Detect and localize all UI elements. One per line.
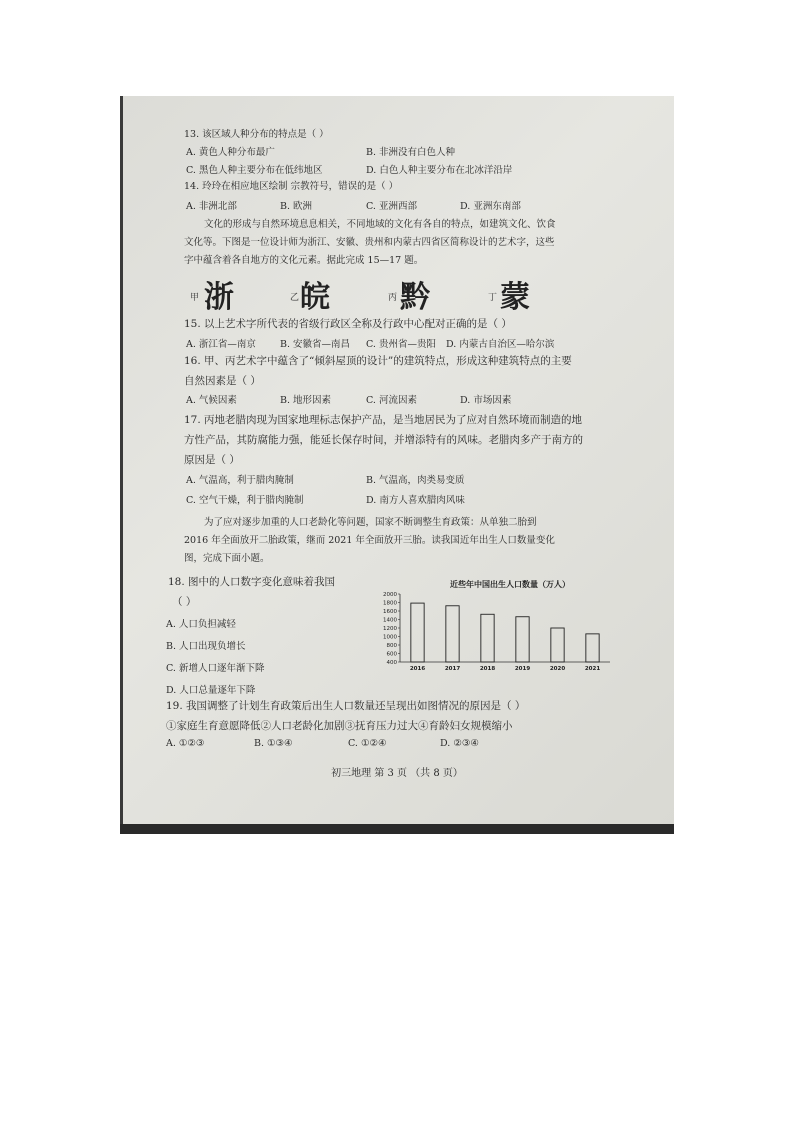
q17-stem-cont2: 原因是（ ） — [184, 454, 240, 466]
q16-option-a: A. 气候因素 — [186, 395, 237, 406]
q14-option-c: C. 亚洲西部 — [366, 201, 417, 212]
art-label-jia: 甲 — [190, 293, 200, 303]
q18-option-a: A. 人口负担减轻 — [166, 619, 236, 630]
chart-y-tick-label: 600 — [386, 651, 397, 658]
q16-stem: 16. 甲、丙艺术字中蕴含了“倾斜屋顶的设计”的建筑特点，形成这种建筑特点的主要 — [184, 355, 572, 367]
photo-edge — [120, 96, 123, 834]
passage1-line2: 文化等。下图是一位设计师为浙江、安徽、贵州和内蒙古四省区简称设计的艺术字，这些 — [184, 237, 555, 248]
q18-option-b: B. 人口出现负增长 — [166, 641, 246, 652]
q15-option-b: B. 安徽省—南昌 — [280, 339, 351, 350]
q18-option-d: D. 人口总量逐年下降 — [166, 685, 256, 696]
q19-stem-cont: ①家庭生育意愿降低②人口老龄化加剧③抚育压力过大④育龄妇女规模缩小 — [166, 720, 513, 732]
q14-option-d: D. 亚洲东南部 — [460, 201, 521, 212]
q17-stem: 17. 丙地老腊肉现为国家地理标志保护产品，是当地居民为了应对自然环境而制造的地 — [184, 414, 583, 426]
q19-option-a: A. ①②③ — [166, 738, 205, 749]
chart-x-tick-label: 2020 — [549, 666, 566, 672]
art-glyph-qian: 黔 — [400, 280, 428, 315]
q17-option-a: A. 气温高，利于腊肉腌制 — [186, 475, 294, 486]
chart-x-tick-label: 2021 — [584, 666, 601, 672]
chart-bar — [411, 603, 424, 662]
art-glyph-wan: 皖 — [300, 280, 328, 315]
q19-option-b: B. ①③④ — [254, 738, 293, 749]
chart-y-tick-label: 1600 — [383, 609, 397, 615]
q18-option-c: C. 新增人口逐年渐下降 — [166, 663, 265, 674]
q17-option-c: C. 空气干燥，利于腊肉腌制 — [186, 495, 304, 506]
passage1-line1: 文化的形成与自然环境息息相关，不同地域的文化有各自的特点，如建筑文化、饮食 — [204, 219, 556, 230]
q13-option-a: A. 黄色人种分布最广 — [186, 147, 275, 158]
chart-y-tick-label: 400 — [386, 660, 397, 666]
q15-option-a: A. 浙江省—南京 — [186, 339, 256, 350]
chart-x-tick-label: 2019 — [514, 666, 531, 672]
q16-option-c: C. 河流因素 — [366, 395, 417, 406]
passage2-line3: 图，完成下面小题。 — [184, 553, 270, 564]
chart-x-tick-label: 2018 — [479, 666, 496, 672]
q19-stem: 19. 我国调整了计划生育政策后出生人口数量还呈现出如图情况的原因是（ ） — [166, 700, 526, 712]
q13-option-d: D. 白色人种主要分布在北冰洋沿岸 — [366, 165, 513, 176]
chart-bar — [481, 614, 494, 662]
q15-option-d: D. 内蒙古自治区—哈尔滨 — [446, 339, 555, 350]
art-glyph-meng: 蒙 — [500, 280, 528, 315]
scanned-page-photo — [120, 96, 674, 834]
q14-option-a: A. 非洲北部 — [186, 201, 237, 212]
passage2-line2: 2016 年全面放开二胎政策，继而 2021 年全面放开三胎。读我国近年出生人口数量变化 — [184, 535, 555, 546]
q16-option-b: B. 地形因素 — [280, 395, 332, 406]
passage2-line1: 为了应对逐步加重的人口老龄化等问题，国家不断调整生育政策：从单独二胎到 — [204, 517, 537, 528]
chart-y-tick-label: 1000 — [383, 634, 397, 641]
q13-stem: 13. 该区域人种分布的特点是（ ） — [184, 129, 329, 140]
chart-y-tick-label: 2000 — [383, 592, 397, 598]
q14-option-b: B. 欧洲 — [280, 201, 313, 212]
q14-stem: 14. 玲玲在相应地区绘制 宗教符号，错误的是（ ） — [184, 181, 399, 192]
birth-population-bar-chart — [370, 576, 620, 676]
q18-stem: 18. 图中的人口数字变化意味着我国 — [168, 576, 336, 588]
chart-y-tick-label: 1400 — [383, 617, 397, 624]
art-label-yi: 乙 — [290, 293, 300, 303]
q17-stem-cont: 方性产品，其防腐能力强，能延长保存时间，并增添特有的风味。老腊肉多产于南方的 — [184, 434, 583, 446]
q18-stem-cont: （ ） — [172, 596, 197, 608]
chart-y-tick-label: 800 — [386, 643, 397, 649]
chart-x-tick-label: 2017 — [444, 666, 461, 672]
q16-option-d: D. 市场因素 — [460, 395, 512, 406]
q13-option-c: C. 黑色人种主要分布在低纬地区 — [186, 165, 323, 176]
q13-option-b: B. 非洲没有白色人种 — [366, 147, 456, 158]
page-footer: 初三地理 第 3 页 （共 8 页） — [331, 768, 463, 779]
q16-stem-cont: 自然因素是（ ） — [184, 375, 261, 387]
chart-y-tick-label: 1800 — [383, 600, 397, 607]
q15-stem: 15. 以上艺术字所代表的省级行政区全称及行政中心配对正确的是（ ） — [184, 318, 512, 330]
chart-bar — [446, 606, 459, 662]
chart-title: 近些年中国出生人口数量（万人） — [450, 580, 570, 589]
chart-y-tick-label: 1200 — [383, 626, 397, 632]
q15-option-c: C. 贵州省—贵阳 — [366, 339, 436, 350]
q19-option-c: C. ①②④ — [348, 738, 387, 749]
passage1-line3: 字中蕴含着各自地方的文化元素。据此完成 15—17 题。 — [184, 255, 424, 266]
chart-x-tick-label: 2016 — [409, 666, 426, 672]
chart-bar — [586, 634, 599, 662]
q17-option-d: D. 南方人喜欢腊肉风味 — [366, 495, 465, 506]
q17-option-b: B. 气温高，肉类易变质 — [366, 475, 465, 486]
art-label-ding: 丁 — [488, 293, 498, 303]
chart-bar — [551, 628, 564, 662]
chart-bar — [516, 617, 529, 662]
art-label-bing: 丙 — [388, 293, 398, 303]
photo-bottom-shadow — [120, 824, 674, 834]
art-glyph-zhe: 浙 — [204, 280, 232, 315]
q19-option-d: D. ②③④ — [440, 738, 479, 749]
